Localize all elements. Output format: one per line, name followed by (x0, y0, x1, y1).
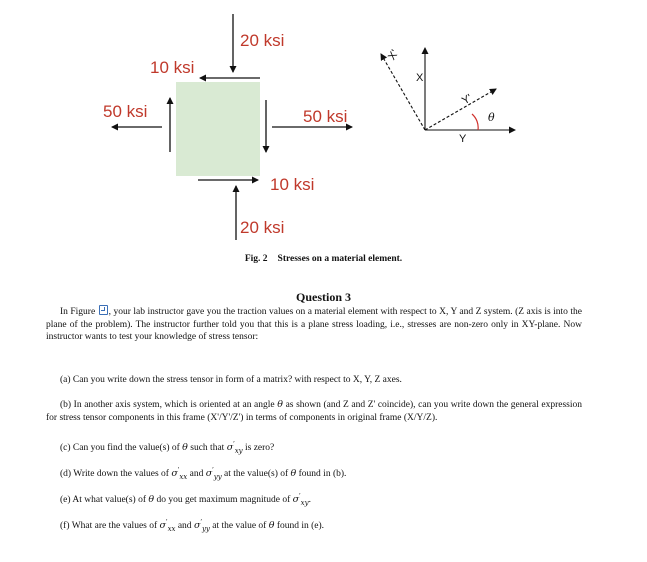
part-a (46, 374, 582, 387)
part-f-text-4: found in (e). (274, 521, 325, 531)
bottom-shear-stress-label: 10 ksi (270, 175, 315, 194)
theta-symbol: θ (290, 468, 297, 479)
part-f-text-3: at the value of (209, 521, 269, 531)
figure-caption (0, 253, 647, 265)
prime-mark: ′ (212, 466, 214, 474)
part-e-text-3: . (308, 495, 311, 505)
theta-symbol: θ (182, 442, 188, 453)
part-b-text-2: as shown (and Z and Z' coincide), can you write down the general expression for stress tensor components in this frame (X'/Y'/Z') in terms of components in original frame (X/Y/Z). (46, 400, 582, 423)
prime-mark: ′ (177, 466, 180, 474)
sigma-symbol: σ (226, 442, 234, 453)
sigma-symbol: σ (171, 468, 178, 479)
prime-mark: ′ (200, 518, 202, 526)
prime-mark: ′ (233, 440, 235, 448)
intro-text-start: In Figure (60, 307, 98, 317)
question-intro (46, 305, 582, 344)
part-c-text-1: (c) Can you find the value(s) of (60, 443, 183, 453)
part-e-text-1: (e) At what value(s) of (60, 495, 149, 505)
x-prime-axis-arrow (381, 54, 425, 130)
top-shear-stress-label: 10 ksi (150, 58, 195, 77)
part-e-text-2: do you get maximum magnitude of (154, 495, 293, 505)
figure-reference-link-icon[interactable] (99, 305, 108, 315)
part-f-text-2: and (175, 521, 194, 531)
sigma-symbol: σ (159, 520, 167, 531)
sigma-symbol: σ (205, 468, 213, 479)
y-axis-label: Y (459, 133, 467, 145)
subscript-xx: xx (179, 473, 188, 481)
sigma-symbol: σ (193, 520, 201, 531)
part-a-text: (a) Can you write down the stress tensor in form of a matrix? with respect to X, Y, Z axes. (60, 375, 402, 385)
bottom-normal-stress-label: 20 ksi (240, 218, 285, 237)
theta-symbol: θ (148, 494, 155, 505)
top-normal-stress-label: 20 ksi (240, 31, 285, 50)
angle-theta-label: θ (488, 111, 495, 124)
angle-arc (472, 114, 478, 130)
figure-caption-text: Stresses on a material element. (277, 254, 403, 264)
part-b (46, 399, 582, 424)
part-f-text-1: (f) What are the values of (60, 521, 160, 531)
part-e (46, 490, 582, 510)
y-prime-axis-label: Y' (460, 92, 475, 108)
part-f (46, 516, 582, 536)
part-c-text-2: such that (187, 443, 227, 453)
sigma-symbol: σ (292, 494, 300, 505)
part-d-text-4: found in (b). (296, 469, 347, 479)
right-normal-stress-label: 50 ksi (303, 107, 348, 126)
part-c (46, 438, 582, 458)
part-b-text-1: (b) In another axis system, which is oriented at an angle (60, 400, 278, 410)
part-d-text-2: and (187, 469, 206, 479)
x-prime-axis-label: X' (386, 47, 402, 63)
theta-symbol: θ (277, 399, 283, 410)
part-d-text-3: at the value(s) of (221, 469, 291, 479)
subscript-xx: xx (167, 525, 176, 533)
x-axis-label: X (416, 72, 424, 84)
question-title: Question 3 (295, 290, 351, 304)
subscript-xy: xy (300, 499, 309, 507)
prime-mark: ′ (166, 518, 168, 526)
subscript-yy: yy (201, 525, 210, 533)
theta-symbol: θ (268, 520, 275, 531)
left-normal-stress-label: 50 ksi (103, 102, 148, 121)
figure-number: Fig. 2 (244, 254, 268, 264)
material-element (176, 82, 260, 176)
prime-mark: ′ (299, 492, 301, 500)
part-d-text-1: (d) Write down the values of (60, 469, 172, 479)
part-d (46, 464, 582, 484)
part-c-text-3: is zero? (242, 443, 275, 453)
subscript-yy: yy (213, 473, 222, 481)
subscript-xy: xy (234, 447, 243, 455)
intro-text-rest: , your lab instructor gave you the traction values on a material element with respect to X, Y and Z system. (Z axis is into the plane of the problem). The instructor further told you that this is a plane stress loading, i.e., stresses are non-zero only in XY-plane. Now instructor wants to test your knowledge of stress tensor: (46, 307, 582, 342)
